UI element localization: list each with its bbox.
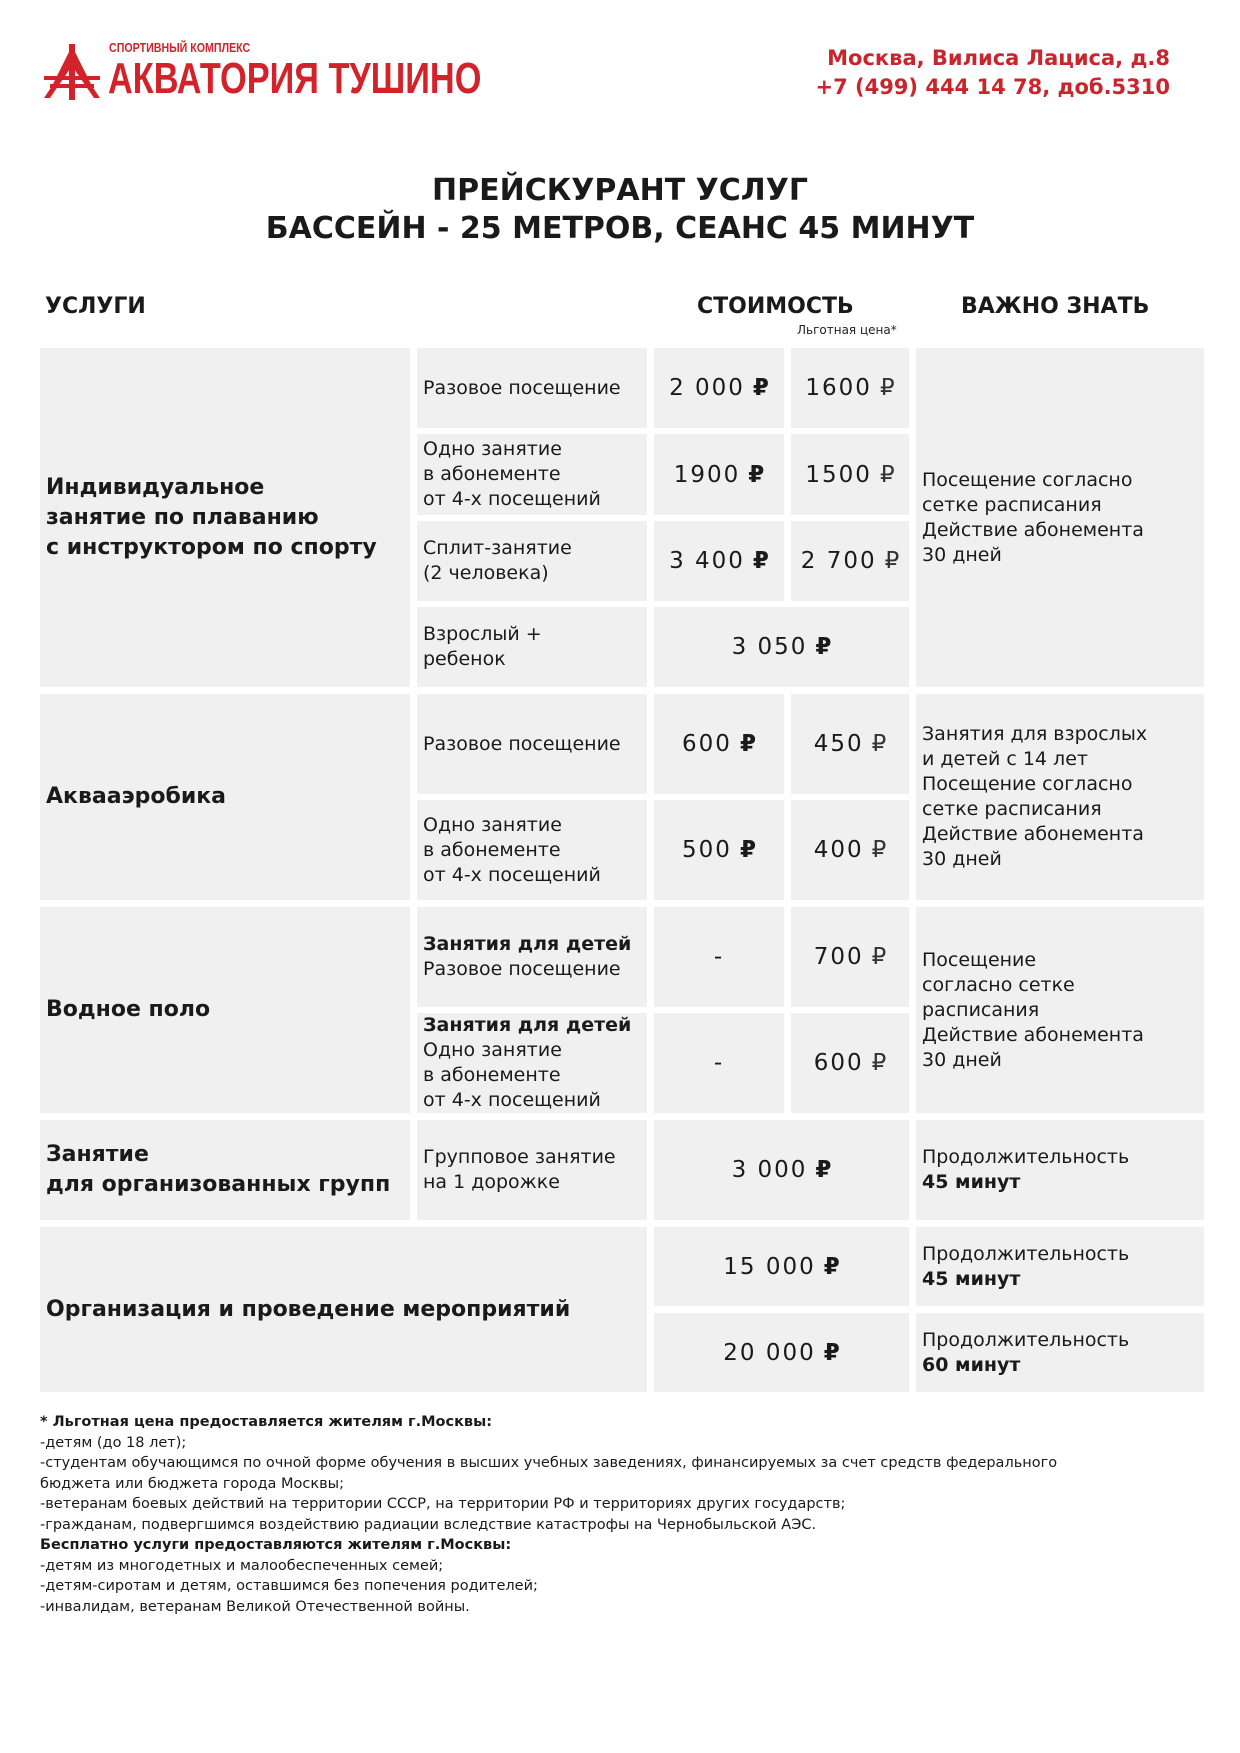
logo-tagline: СПОРТИВНЫЙ КОМПЛЕКС [109,40,251,55]
subservice-row: Занятия для детей Одно занятие в абонементе от 4-х посещений [417,1013,647,1113]
service-organized-groups: Занятие для организованных групп [40,1120,410,1220]
price-cell: 20 000 ₽ [654,1313,909,1392]
service-individual: Индивидуальное занятие по плаванию с инструктором по спорту [40,348,410,687]
price-cell: 2 000 ₽ [654,348,784,428]
subservice-row: Разовое посещение [417,694,647,794]
service-aqua-aerobics: Аквааэробика [40,694,410,900]
page-title: ПРЕЙСКУРАНТ УСЛУГ БАССЕЙН - 25 МЕТРОВ, СЕАНС 45 МИНУТ [265,173,975,246]
pref-price-cell: 700 ₽ [791,907,909,1007]
pref-price-cell: 600 ₽ [791,1013,909,1113]
column-header-cost: СТОИМОСТЬ [697,294,854,319]
info-note: Продолжительность 60 минут [916,1313,1204,1392]
footnote: * Льготная цена предоставляется жителям г.Москвы: -детям (до 18 лет); -студентам обучающимся по очной форме обучения в высших учебных заведениях, финансируемых за счет средств федерального бюджета или бюджета города Москвы; -ветеранам боевых действий на территории СССР, на территории РФ и территориях других государств; -гражданам, подвергшимся воздействию радиации вследствие катастрофы на Чернобыльской АЭС. Бесплатно услуги предоставляются жителям г.Москвы: -детям из многодетных и малообеспеченных семей; -детям-сиротам и детям, оставшимся без попечения родителей; -инвалидам, ветеранам Великой Отечественной войны. [40,1414,1058,1615]
column-header-info: ВАЖНО ЗНАТЬ [961,294,1150,319]
column-header-services: УСЛУГИ [45,294,146,319]
contacts [815,44,1170,102]
logo [40,40,482,104]
phone: +7 (499) 444 14 78, доб.5310 [815,75,1170,99]
info-note: Продолжительность 45 минут [916,1120,1204,1220]
service-water-polo: Водное поло [40,907,410,1113]
info-note: Посещение согласно сетке расписания Действие абонемента 30 дней [916,348,1204,687]
subservice-row: Занятия для детей Разовое посещение [417,907,647,1007]
info-note: Занятия для взрослых и детей с 14 лет Посещение согласно сетке расписания Действие абонемента 30 дней [916,694,1204,900]
address: Москва, Вилиса Лациса, д.8 [827,46,1170,70]
price-cell: 3 400 ₽ [654,521,784,601]
pref-price-cell: 2 700 ₽ [791,521,909,601]
price-cell: 15 000 ₽ [654,1227,909,1306]
price-cell: 600 ₽ [654,694,784,794]
subservice-row: Одно занятие в абонементе от 4-х посещений [417,800,647,900]
price-cell: 3 050 ₽ [654,607,909,687]
price-cell: 500 ₽ [654,800,784,900]
logo-name: АКВАТОРИЯ ТУШИНО [108,54,482,103]
pref-price-cell: 400 ₽ [791,800,909,900]
price-cell: - [654,1013,784,1113]
pref-price-cell: 1500 ₽ [791,434,909,515]
service-events: Организация и проведение мероприятий [40,1227,647,1392]
info-note: Продолжительность 45 минут [916,1227,1204,1306]
pref-price-cell: 450 ₽ [791,694,909,794]
subservice-row: Разовое посещение [417,348,647,428]
subservice-row: Групповое занятие на 1 дорожке [417,1120,647,1220]
pref-price-cell: 1600 ₽ [791,348,909,428]
subservice-row: Взрослый + ребенок [417,607,647,687]
price-cell: 1900 ₽ [654,434,784,515]
price-cell: - [654,907,784,1007]
info-note: Посещение согласно сетке расписания Действие абонемента 30 дней [916,907,1204,1113]
subservice-row: Одно занятие в абонементе от 4-х посещений [417,434,647,515]
logo-emblem-icon [40,40,104,104]
column-subheader-pref-price: Льготная цена* [797,323,897,337]
price-cell: 3 000 ₽ [654,1120,909,1220]
subservice-row: Сплит-занятие (2 человека) [417,521,647,601]
